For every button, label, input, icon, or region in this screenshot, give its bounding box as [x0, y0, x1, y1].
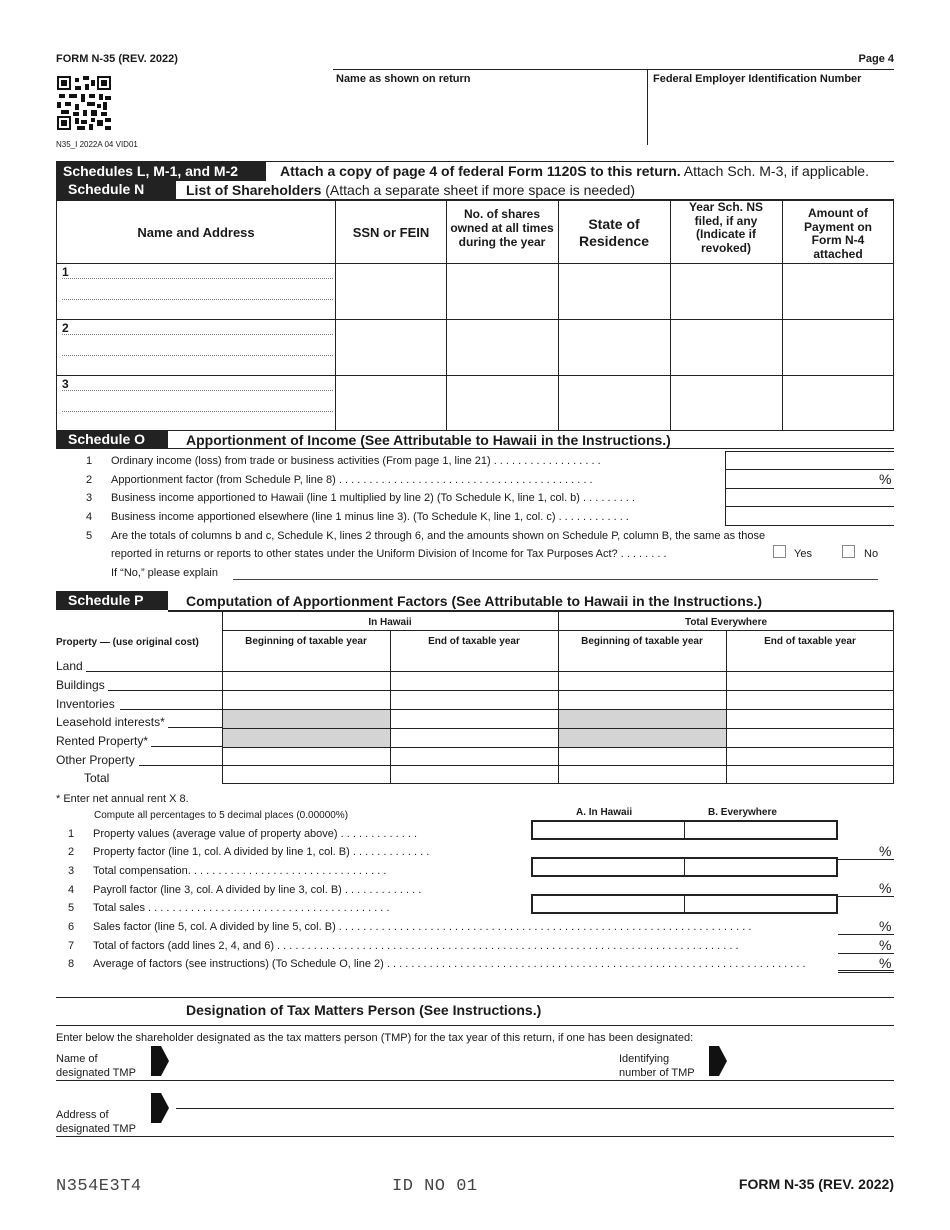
col-b-header: B. Everywhere — [708, 807, 777, 818]
tmp-address-label: Address of designated TMP — [56, 1109, 136, 1135]
row-1-name-line2[interactable] — [62, 290, 333, 300]
o-line-1-num: 1 — [86, 455, 93, 467]
p-line-6-pct: % — [879, 918, 892, 934]
qr-code-icon — [57, 76, 111, 130]
o-line-3-amount[interactable] — [727, 490, 892, 505]
form-code: N35_I 2022A 04 VID01 — [56, 140, 138, 149]
o-line-5-text-b: reported in returns or reports to other states under the Uniform Division of Income for Tax Purposes Act? . . . . . . . . — [111, 548, 667, 560]
schedule-o-label: Schedule O — [56, 431, 168, 449]
col-ssn-fein: SSN or FEIN — [352, 225, 430, 240]
col-amount-payment: Amount of Payment on Form N-4 attached — [803, 206, 872, 261]
footer-form-id: FORM N-35 (REV. 2022) — [738, 1176, 894, 1192]
total-ev-begin[interactable] — [560, 766, 724, 782]
total-hi-end[interactable] — [392, 766, 556, 782]
row-inventories: Inventories — [56, 697, 115, 711]
p-line-3-text: Total compensation. . . . . . . . . . . . . . . . . . . . . . . . . . . . . . . . . — [93, 865, 387, 877]
tmp-address-line2[interactable] — [176, 1112, 894, 1134]
name-field[interactable] — [336, 88, 642, 142]
yes-label: Yes — [794, 548, 812, 560]
p-line-6-text: Sales factor (line 5, col. A divided by line 5, col. B) . . . . . . . . . . . . . . . . . . . . . . . . . . . . . . . . . . . . . . . . . . . . . . . . . . . . . . . . . . . . . . . . . . . . — [93, 921, 752, 933]
o-line-5-num: 5 — [86, 530, 93, 542]
list-shareholders-title: List of Shareholders (Attach a separate sheet if more space is needed) — [186, 182, 635, 198]
tmp-intro: Enter below the shareholder designated as the tax matters person (TMP) for the tax year of this return, if one has been designated: — [56, 1032, 694, 1044]
name-label: Name as shown on return — [336, 73, 471, 85]
o-line-4-text: Business income apportioned elsewhere (line 1 minus line 3). (To Schedule K, line 1, col. c) . . . . . . . . . . . . — [111, 511, 629, 523]
land-ev-end[interactable] — [728, 672, 892, 689]
p-line-1-text: Property values (average value of property above) . . . . . . . . . . . . . — [93, 828, 418, 840]
tmp-address-line1[interactable] — [176, 1108, 894, 1109]
footer-code-left: N354E3T4 — [56, 1177, 142, 1196]
in-hawaii-header: In Hawaii — [368, 617, 412, 628]
attach-instruction: Attach a copy of page 4 of federal Form 1120S to this return. Attach Sch. M-3, if applicable. — [280, 163, 869, 179]
total-hi-begin[interactable] — [224, 766, 388, 782]
ev-end-header: End of taxable year — [764, 636, 856, 647]
col-a-header: A. In Hawaii — [576, 807, 633, 818]
buildings-desc-field[interactable] — [108, 690, 222, 691]
p-line-8-text: Average of factors (see instructions) (To Schedule O, line 2) . . . . . . . . . . . . . . . . . . . . . . . . . . . . . . . . . . . . . . . . . . . . . . . . . . . . . . . . . . . . . . . . . . . . . — [93, 958, 806, 970]
o-line-4-amount[interactable] — [727, 508, 892, 524]
no-label: No — [864, 548, 879, 560]
o-line-4-num: 4 — [86, 511, 93, 523]
land-ev-begin[interactable] — [560, 672, 724, 689]
compute-note: Compute all percentages to 5 decimal places (0.00000%) — [94, 810, 349, 821]
page-number: Page 4 — [858, 53, 894, 65]
row-2-name-line2[interactable] — [62, 346, 333, 356]
row-3-name-line2[interactable] — [62, 402, 333, 412]
explain-label: If “No,” please explain — [111, 567, 218, 579]
other-desc-field[interactable] — [139, 765, 222, 766]
p-line-2-pct-field[interactable] — [840, 844, 878, 858]
p-line-3-col-b[interactable] — [687, 860, 835, 875]
p-line-5-col-b[interactable] — [687, 897, 835, 912]
schedule-p-title: Computation of Apportionment Factors (See Attributable to Hawaii in the Instructions.) — [186, 593, 763, 609]
row-3-name-line1[interactable] — [62, 382, 333, 391]
o-line-2-num: 2 — [86, 474, 93, 486]
property-header: Property — (use original cost) — [56, 637, 199, 648]
rent-note: * Enter net annual rent X 8. — [56, 793, 189, 805]
total-everywhere-header: Total Everywhere — [684, 617, 768, 628]
o-line-2-text: Apportionment factor (from Schedule P, line 8) . . . . . . . . . . . . . . . . . . . . . . . . . . . . . . . . . . . . . . . . . . — [111, 474, 593, 486]
land-hi-begin[interactable] — [224, 672, 388, 689]
schedules-lm-label: Schedules L, M-1, and M-2 — [56, 162, 266, 181]
p-line-2-text: Property factor (line 1, col. A divided by line 1, col. B) . . . . . . . . . . . . . — [93, 846, 430, 858]
schedule-n-label: Schedule N — [56, 180, 176, 199]
schedule-o-title: Apportionment of Income (See Attributable to Hawaii in the Instructions.) — [186, 432, 671, 448]
form-id-header: FORM N-35 (REV. 2022) — [56, 53, 178, 65]
p-line-8-num: 8 — [68, 958, 75, 970]
land-desc-field[interactable] — [86, 671, 222, 672]
p-line-4-pct-field[interactable] — [840, 881, 878, 895]
footer-code-mid: ID NO 01 — [392, 1177, 478, 1196]
col-name-address: Name and Address — [137, 225, 255, 240]
p-line-8-pct-field[interactable] — [840, 956, 878, 969]
hi-begin-header: Beginning of taxable year — [245, 636, 367, 647]
col-shares: No. of shares owned at all times during the year — [450, 207, 554, 249]
p-line-8-pct: % — [879, 955, 892, 971]
o-line-5-text-a: Are the totals of columns b and c, Schedule K, lines 2 through 6, and the amounts shown on Schedule P, column B, the same as those — [111, 530, 766, 542]
land-hi-end[interactable] — [392, 672, 556, 689]
row-1-name-line1[interactable] — [62, 270, 333, 279]
p-line-4-num: 4 — [68, 884, 75, 896]
col-year-sch-ns: Year Sch. NS filed, if any (Indicate if revoked) — [688, 200, 764, 255]
row-rented: Rented Property* — [56, 734, 149, 748]
p-line-6-pct-field[interactable] — [840, 919, 878, 933]
row-buildings: Buildings — [56, 678, 105, 692]
p-line-5-num: 5 — [68, 902, 75, 914]
row-leasehold: Leasehold interests* — [56, 715, 165, 729]
o-line-3-text: Business income apportioned to Hawaii (line 1 multiplied by line 2) (To Schedule K, line 1, col. b) . . . . . . . . . — [111, 492, 635, 504]
o-line-2-pct: % — [879, 471, 892, 487]
p-line-2-num: 2 — [68, 846, 75, 858]
fein-field[interactable] — [653, 88, 893, 142]
p-line-2-pct: % — [879, 843, 892, 859]
p-line-7-num: 7 — [68, 940, 75, 952]
tmp-name-field[interactable] — [172, 1058, 602, 1078]
row-1-number: 1 — [62, 265, 69, 279]
tmp-id-field[interactable] — [730, 1058, 894, 1078]
p-line-3-num: 3 — [68, 865, 75, 877]
hi-end-header: End of taxable year — [428, 636, 520, 647]
tmp-name-label: Name of designated TMP — [56, 1053, 136, 1079]
no-checkbox[interactable] — [842, 545, 855, 558]
p-line-7-text: Total of factors (add lines 2, 4, and 6) . . . . . . . . . . . . . . . . . . . . . . . . . . . . . . . . . . . . . . . . . . . . . . . . . . . . . . . . . . . . . . . . . . . . . . . . . . . . — [93, 940, 739, 952]
p-line-1-col-a[interactable] — [534, 823, 682, 838]
p-line-7-pct-field[interactable] — [840, 938, 878, 952]
yes-checkbox[interactable] — [773, 545, 786, 558]
o-line-2-amount[interactable] — [727, 471, 872, 487]
p-line-5-text: Total sales . . . . . . . . . . . . . . . . . . . . . . . . . . . . . . . . . . . . . . . . — [93, 902, 390, 914]
row-total: Total — [84, 771, 110, 785]
row-other: Other Property — [56, 753, 135, 767]
address-arrow-icon — [151, 1093, 169, 1123]
row-land: Land — [56, 659, 83, 673]
id-arrow-icon — [709, 1046, 727, 1076]
explain-field[interactable] — [233, 579, 878, 580]
p-line-1-num: 1 — [68, 828, 75, 840]
name-arrow-icon — [151, 1046, 169, 1076]
p-line-5-col-a[interactable] — [534, 897, 682, 912]
col-state: State of Residence — [578, 216, 650, 249]
tmp-id-label: Identifying number of TMP — [619, 1053, 695, 1079]
ev-begin-header: Beginning of taxable year — [581, 636, 703, 647]
row-3-number: 3 — [62, 377, 69, 391]
schedule-p-label: Schedule P — [56, 591, 168, 610]
tmp-title: Designation of Tax Matters Person (See Instructions.) — [186, 1002, 542, 1018]
p-line-7-pct: % — [879, 937, 892, 953]
p-line-4-text: Payroll factor (line 3, col. A divided by line 3, col. B) . . . . . . . . . . . . . — [93, 884, 422, 896]
o-line-1-amount[interactable] — [727, 452, 892, 468]
row-2-name-line1[interactable] — [62, 326, 333, 335]
total-ev-end[interactable] — [728, 766, 892, 782]
p-line-1-col-b[interactable] — [687, 823, 835, 838]
p-line-4-pct: % — [879, 880, 892, 896]
p-line-3-col-a[interactable] — [534, 860, 682, 875]
o-line-1-text: Ordinary income (loss) from trade or business activities (From page 1, line 21) . . . . . . . . . . . . . . . . . . — [111, 455, 601, 467]
row-2-number: 2 — [62, 321, 69, 335]
o-line-3-num: 3 — [86, 492, 93, 504]
p-line-6-num: 6 — [68, 921, 75, 933]
fein-label: Federal Employer Identification Number — [653, 73, 862, 85]
